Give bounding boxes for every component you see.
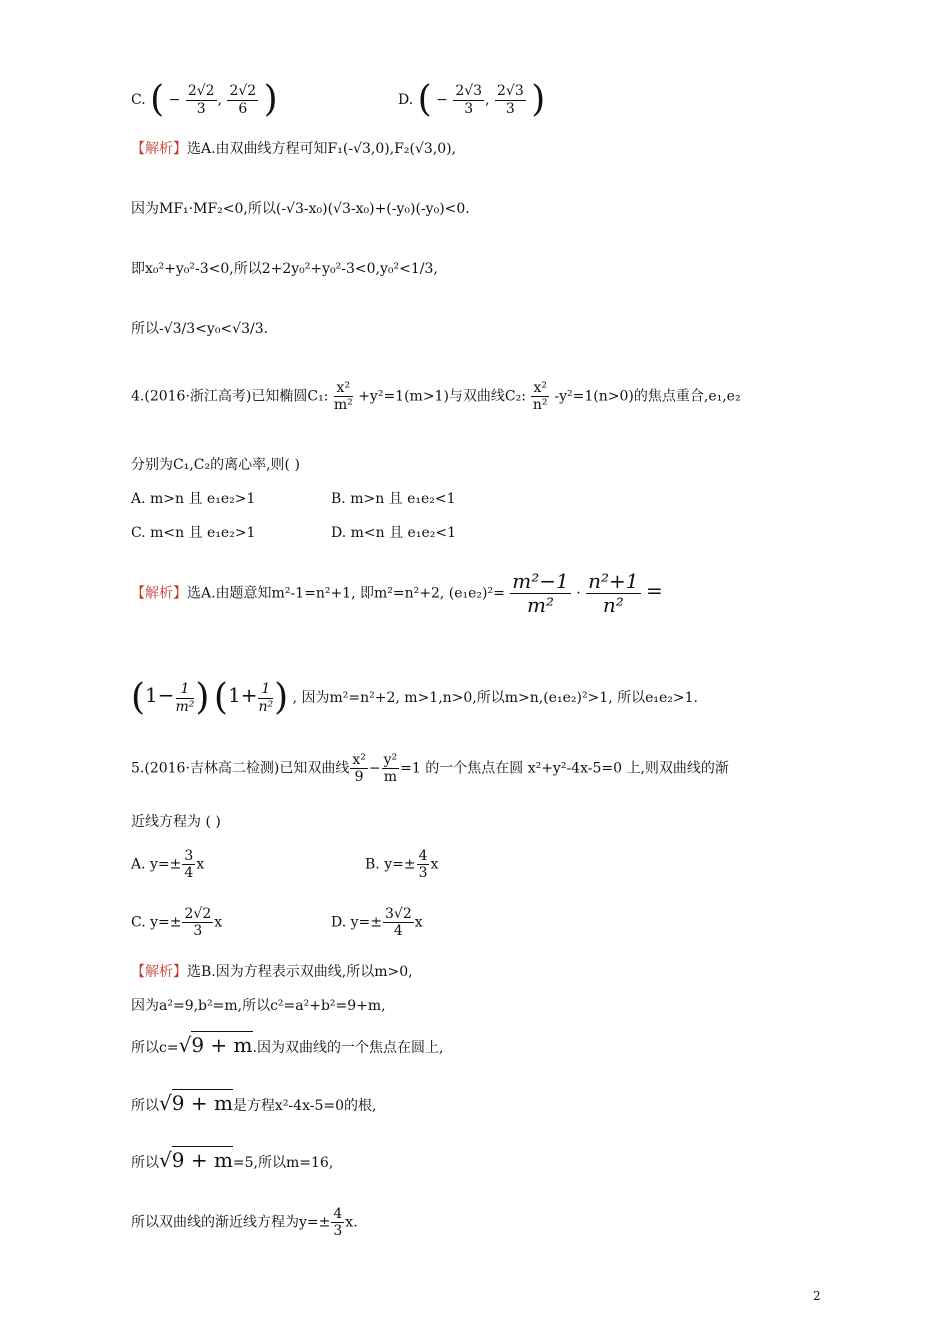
- solution-text: =5,所以m=16,: [232, 1155, 334, 1171]
- q4-option-b: B. m>n 且 e₁e₂<1: [331, 491, 456, 507]
- q3-option-c: C. ( − $\frac{2√2}{3}$ , $\frac{2√2}{6}$ ): [131, 79, 278, 120]
- stem-text: 分别为C₁,C₂的离心率,则( ): [131, 457, 300, 473]
- q4-option-d: D. m<n 且 e₁e₂<1: [331, 525, 456, 541]
- q4-option-a: A. m>n 且 e₁e₂>1: [131, 491, 256, 507]
- jiexi-tag: 【解析】: [131, 585, 187, 602]
- option-label: C.: [131, 92, 146, 108]
- q4-option-c: C. m<n 且 e₁e₂>1: [131, 525, 256, 541]
- option-label: C. y=±: [131, 914, 182, 931]
- option-label: B. y=±: [365, 856, 416, 873]
- q3-option-d: D. ( − $\frac{2√3}{3}$ , $\frac{2√3}{3}$ ): [398, 79, 546, 120]
- stem-text: 5.(2016·吉林高二检测)已知双曲线: [131, 760, 350, 777]
- solution-text: .因为双曲线的一个焦点在圆上,: [252, 1040, 444, 1056]
- fraction-1-m2: $\frac{1}{\text{m²}}$: [175, 681, 195, 715]
- q3-solution-line4: [131, 322, 268, 336]
- q5-solution-line4: 所以√9 + m是方程x²-4x-5=0的根,: [131, 1091, 377, 1115]
- q3-solution-line1: [131, 142, 456, 156]
- solution-text: 即x₀²+y₀²-3<0,所以2+2y₀²+y₀²-3<0,y₀²<1/3,: [131, 261, 438, 277]
- fraction-1-n2: $\frac{1}{\text{n²}}$: [258, 681, 274, 715]
- solution-text: 选A.由题意知m²-1=n²+1, 即m²=n²+2, (e₁e₂)²=: [187, 585, 505, 602]
- q4-stem-line2: [131, 458, 300, 472]
- solution-text: 所以-√3/3<y₀<√3/3.: [131, 321, 269, 337]
- solution-text: 所以双曲线的渐近线方程为y=±: [131, 1214, 331, 1231]
- solution-text: 选B.因为方程表示双曲线,所以m>0,: [187, 964, 413, 980]
- q5-option-a: A. y=± $\frac{3}{4}$ x: [131, 848, 205, 882]
- fraction-x2-9: $\frac{\text{x²}}{9}$: [352, 752, 366, 786]
- q5-solution-line6: 所以双曲线的渐近线方程为y=± $\frac{4}{3}$ x.: [131, 1206, 358, 1240]
- stem-text: +y²=1(m>1)与双曲线C₂:: [358, 388, 526, 405]
- fraction-x2-n2: $\frac{\text{x²}}{\text{n²}}$: [532, 380, 548, 414]
- option-label: A. y=±: [131, 856, 182, 873]
- stem-text: 4.(2016·浙江高考)已知椭圆C₁:: [131, 388, 329, 405]
- stem-text: -y²=1(n>0)的焦点重合,e₁,e₂: [554, 388, 741, 405]
- q3-solution-line2: [131, 202, 470, 216]
- q4-stem-line1: [131, 380, 741, 413]
- fraction-e2: $\frac{\text{n²+1}}{\text{n²}}$: [588, 569, 639, 617]
- q5-solution-line1: [131, 965, 413, 979]
- solution-text: 因为MF₁·MF₂<0,所以(-√3-x₀)(√3-x₀)+(-y₀)(-y₀)<0.: [131, 201, 470, 217]
- q5-stem-line1: 5.(2016·吉林高二检测)已知双曲线 $\frac{\text{x²}}{9}$ − $\frac{\text{y²}}{m}$ =1 的一个焦点在圆 x²+y²-4x-5=0 上,则双曲线的渐: [131, 752, 729, 786]
- solution-text: 所以: [131, 1098, 159, 1114]
- q5-option-d: D. y=± $\frac{3√2}{4}$ x: [331, 906, 423, 940]
- q4-solution-line1: 【解析】选A.由题意知m²-1=n²+1, 即m²=n²+2, (e₁e₂)²= $\frac{\text{m²−1}}{\text{m²}}$ · $\frac{\text{n²+1}}{\text{n²}}$ =: [131, 569, 663, 617]
- option-label: D. y=±: [331, 914, 382, 931]
- jiexi-tag: 【解析】: [131, 964, 187, 980]
- jiexi-tag: 【解析】: [131, 141, 187, 157]
- q5-solution-line2: 因为a²=9,b²=m,所以c²=a²+b²=9+m,: [131, 998, 386, 1014]
- q5-solution-line5: 所以√9 + m=5,所以m=16,: [131, 1148, 334, 1172]
- solution-text: , 因为m²=n²+2, m>1,n>0,所以m>n,(e₁e₂)²>1, 所以e₁e₂>1.: [292, 690, 698, 706]
- solution-text: 所以: [131, 1155, 159, 1171]
- fraction-e1: $\frac{\text{m²−1}}{\text{m²}}$: [512, 569, 569, 617]
- q5-option-b: B. y=± $\frac{4}{3}$ x: [365, 848, 439, 882]
- solution-text: 所以c=: [131, 1040, 179, 1056]
- q3-solution-line3: [131, 262, 438, 276]
- fraction-x2-m2: $\frac{\text{x²}}{\text{m²}}$: [333, 380, 353, 414]
- q5-option-c: C. y=± $\frac{2√2}{3}$ x: [131, 906, 223, 940]
- stem-text: =1 的一个焦点在圆 x²+y²-4x-5=0 上,则双曲线的渐: [400, 760, 729, 777]
- q5-stem-line2: 近线方程为 ( ): [131, 814, 221, 830]
- q5-solution-line3: 所以c=√9 + m.因为双曲线的一个焦点在圆上,: [131, 1033, 444, 1057]
- solution-text: x.: [345, 1214, 358, 1231]
- solution-text: 选A.由双曲线方程可知F₁(-√3,0),F₂(√3,0),: [187, 141, 457, 157]
- q4-solution-line2: (1− $\frac{1}{\text{m²}}$ ) (1+ $\frac{1}{\text{n²}}$ ) , 因为m²=n²+2, m>1,n>0,所以m>n,(e₁e₂)²>1, 所以e₁e₂>1.: [131, 677, 698, 718]
- page-number: 2: [813, 1289, 821, 1303]
- fraction-y2-m: $\frac{\text{y²}}{m}$: [383, 752, 398, 786]
- option-label: D.: [398, 92, 414, 108]
- solution-text: 是方程x²-4x-5=0的根,: [232, 1098, 377, 1114]
